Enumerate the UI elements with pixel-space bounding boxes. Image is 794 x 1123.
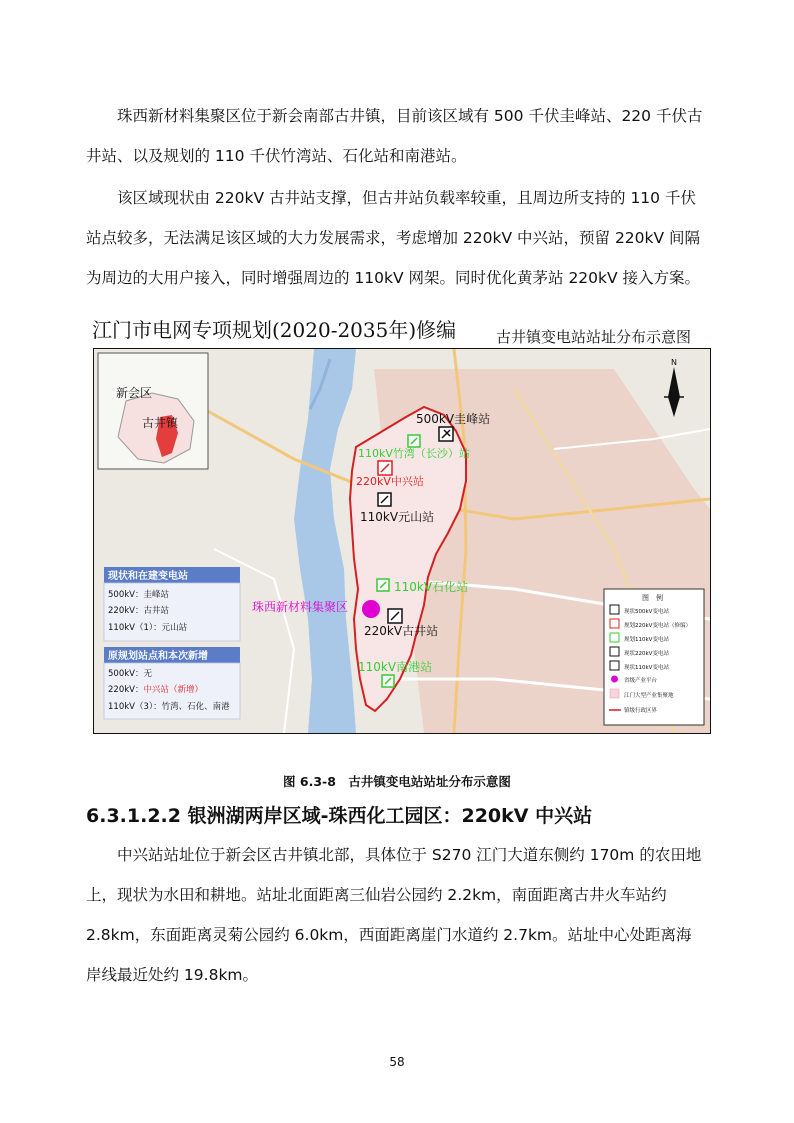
text-line: 2.8km，东面距离灵菊公园约 6.0km，西面距离崖门水道约 2.7km。站址中心处距离海 [86,926,692,944]
legend-symbol-cluster [610,689,619,698]
box-row: 110kV（1）：元山站 [108,623,188,633]
text-line: 井站、以及规划的 110 千伏竹湾站、石化站和南港站。 [86,147,467,165]
box-header: 现状和在建变电站 [108,571,188,582]
text-line: 珠西新材料集聚区位于新会南部古井镇，目前该区域有 500 千伏圭峰站、220 千伏古 [117,107,703,125]
inset-town-label: 古井镇 [142,416,179,430]
intro-paragraph-1 [86,96,716,176]
box-row: 110kV（3）：竹湾、石化、南港 [108,702,230,712]
text-line: 站点较多，无法满足该区域的大力发展需求，考虑增加 220kV 中兴站，预留 220kV 间隔 [86,229,701,247]
section-heading: 6.3.1.2.2 银洲湖两岸区域-珠西化工园区：220kV 中兴站 [86,805,593,827]
station-label: 110kV竹湾（长沙）站 [358,447,470,460]
legend-item: 镇级行政区界 [624,708,658,714]
box-header: 原规划站点和本次新增 [108,651,208,662]
inset-region-label: 新会区 [116,386,153,400]
legend-symbol-220kv-existing [610,647,619,656]
box-row: 500kV：圭峰站 [108,590,169,600]
station-label: 500kV圭峰站 [416,412,491,426]
legend-item: 省级产业平台 [624,678,658,684]
legend-symbol-110kv-planned [610,633,619,642]
figure-caption: 图 6.3-8 古井镇变电站站址分布示意图 [283,774,511,789]
legend-symbol-platform [611,676,618,683]
north-label: N [671,358,677,367]
inset-map [98,353,208,469]
text-line: 上，现状为水田和耕地。站址北面距离三仙岩公园约 2.2km，南面距离古井火车站约 [86,886,667,904]
legend-item: 现状500kV变电站 [624,609,669,615]
text-line: 岸线最近处约 19.8km。 [86,966,259,984]
legend-item: 现状220kV变电站 [624,651,669,657]
box-row [108,684,203,695]
legend-symbol-500kv [610,605,619,614]
map-canvas [94,349,710,733]
legend-symbol-110kv-existing [610,661,619,670]
station-label: 220kV中兴站 [356,475,424,488]
intro-paragraph-2 [86,178,716,298]
existing-stations-box [104,567,240,641]
section-paragraph [86,835,716,995]
legend-item: 规划110kV变电站 [624,637,669,643]
legend-symbol-220kv-planned [610,619,619,628]
station-label: 220kV古井站 [364,624,439,638]
map-subtitle: 古井镇变电站站址分布示意图 [496,328,692,346]
page-number: 58 [389,1055,405,1069]
cluster-marker [362,600,380,618]
map-legend [604,589,704,725]
cluster-label: 珠西新材料集聚区 [252,600,349,614]
legend-item: 现状110kV变电站 [624,665,669,671]
legend-item: 规划220kV变电站（修编） [624,623,691,629]
station-label: 110kV南港站 [358,660,433,674]
planned-stations-box [104,647,240,719]
legend-item: 江门大型产业集聚地 [624,693,674,699]
station-label: 110kV元山站 [360,510,435,524]
text-line: 中兴站站址位于新会区古井镇北部，具体位于 S270 江门大道东侧约 170m 的农田地 [117,846,702,864]
substation-map [93,348,711,734]
box-row-prefix: 220kV： [108,685,144,695]
text-line: 为周边的大用户接入，同时增强周边的 110kV 网架。同时优化黄茅站 220kV 接入方案。 [86,269,701,287]
map-title: 江门市电网专项规划(2020-2035年)修编 [92,318,457,342]
box-row: 500kV：无 [108,669,152,679]
text-line: 该区域现状由 220kV 古井站支撑，但古井站负载率较重，且周边所支持的 110 千伏 [117,189,696,207]
legend-title: 图 例 [642,594,663,602]
box-row: 220kV：古井站 [108,606,169,616]
box-row-highlight: 中兴站（新增） [143,685,203,695]
station-label: 110kV石化站 [394,580,469,594]
